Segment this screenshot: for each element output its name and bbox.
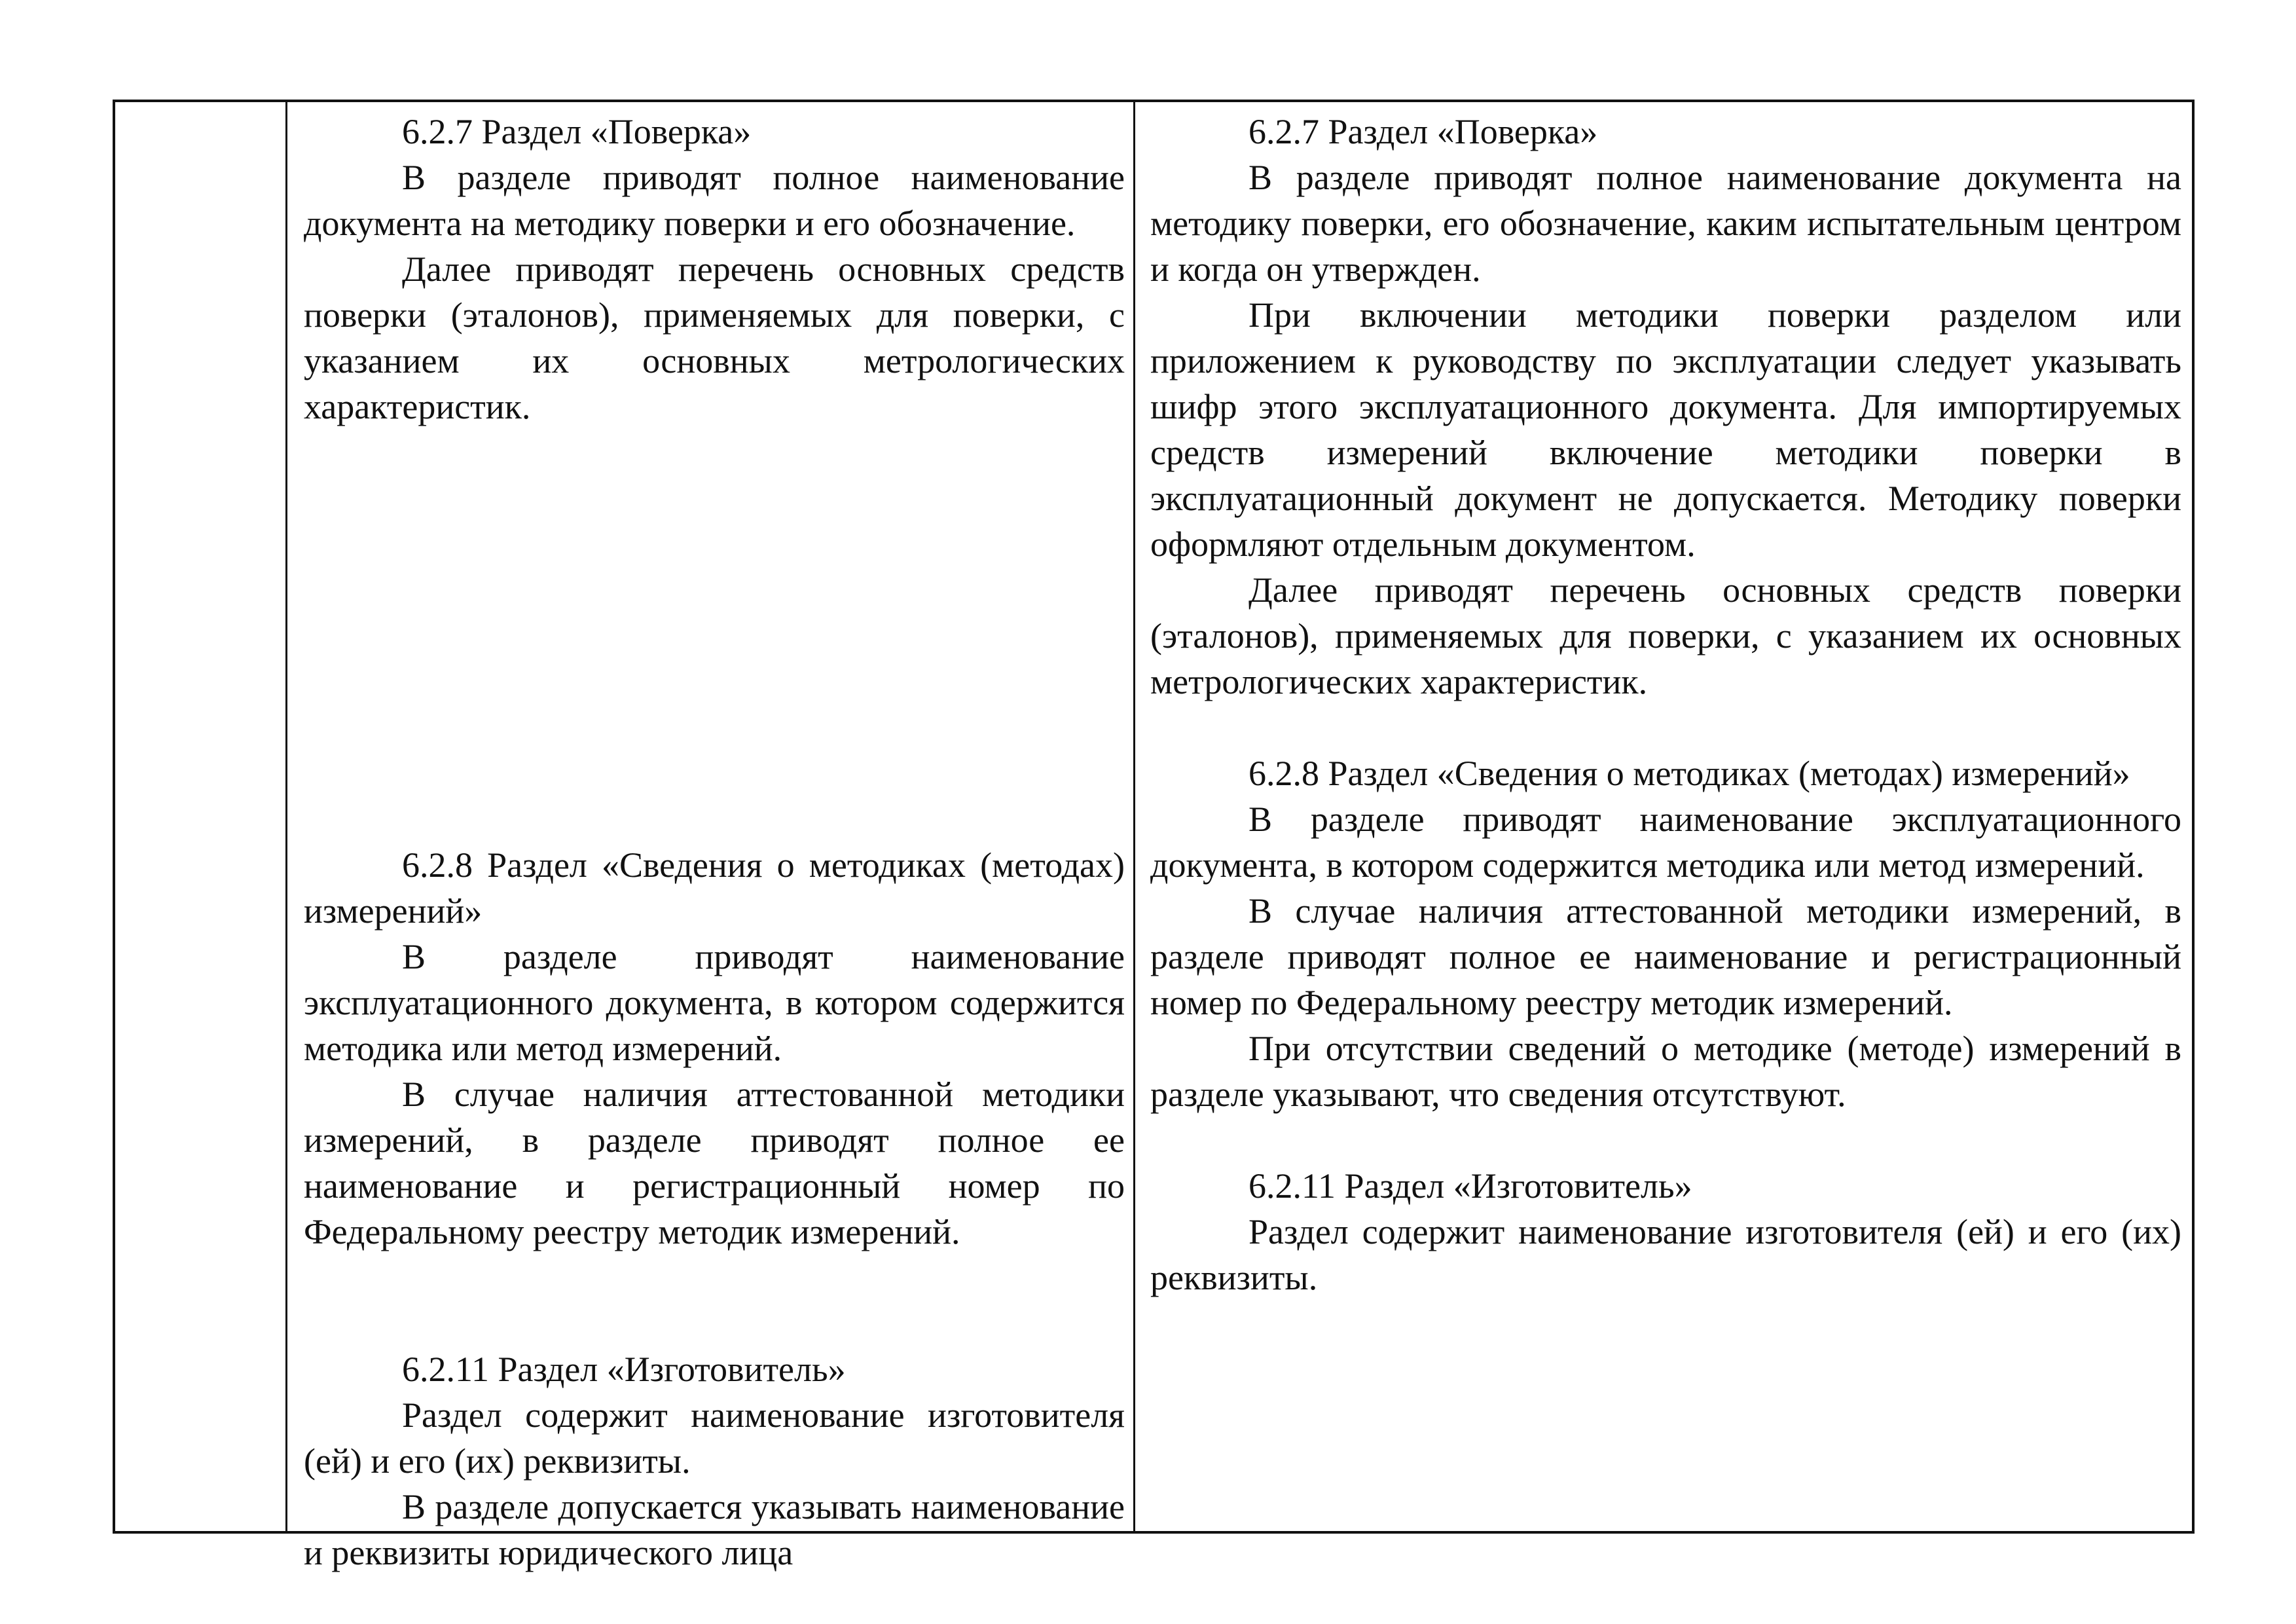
paragraph: В случае наличия аттестованной методики измерений, в разделе приводят полное ее наименование и регистрационный номер по Федеральному реестру методик измерений.	[1150, 891, 2181, 1022]
paragraph: В разделе допускается указывать наименование и реквизиты юридического лица	[304, 1487, 1125, 1572]
section-6-2-11-right	[1150, 1163, 2181, 1301]
section-6-2-8-left	[304, 842, 1125, 1255]
section-heading: 6.2.11 Раздел «Изготовитель»	[402, 1350, 846, 1389]
paragraph: В разделе приводят полное наименование документа на методику поверки и его обозначение.	[304, 158, 1125, 243]
section-heading: 6.2.8 Раздел «Сведения о методиках (методах) измерений»	[304, 845, 1125, 931]
right-column	[1137, 102, 2195, 1531]
paragraph: Раздел содержит наименование изготовителя (ей) и его (их) реквизиты.	[1150, 1212, 2181, 1297]
paragraph: В разделе приводят наименование эксплуатационного документа, в котором содержится методика или метод измерений.	[304, 937, 1125, 1068]
paragraph: В случае наличия аттестованной методики измерений, в разделе приводят полное ее наименование и регистрационный номер по Федеральному реестру методик измерений.	[304, 1075, 1125, 1251]
section-6-2-11-left	[304, 1346, 1125, 1576]
section-heading: 6.2.7 Раздел «Поверка»	[1248, 112, 1598, 151]
section-heading: 6.2.7 Раздел «Поверка»	[402, 112, 752, 151]
column-divider	[285, 102, 287, 1531]
paragraph: Раздел содержит наименование изготовителя (ей) и его (их) реквизиты.	[304, 1395, 1125, 1481]
comparison-table	[113, 100, 2195, 1572]
paragraph: При отсутствии сведений о методике (методе) измерений в разделе указывают, что сведения отсутствуют.	[1150, 1029, 2181, 1114]
paragraph: Далее приводят перечень основных средств поверки (эталонов), применяемых для поверки, с указанием их основных метрологических характеристик.	[1150, 570, 2181, 701]
paragraph: В разделе приводят наименование эксплуатационного документа, в котором содержится методика или метод измерений.	[1150, 800, 2181, 885]
section-heading: 6.2.11 Раздел «Изготовитель»	[1248, 1166, 1692, 1206]
section-6-2-8-right	[1150, 750, 2181, 1117]
paragraph: Далее приводят перечень основных средств поверки (эталонов), применяемых для поверки, с указанием их основных метрологических характеристик.	[304, 249, 1125, 426]
left-column	[291, 102, 1134, 1572]
section-heading: 6.2.8 Раздел «Сведения о методиках (методах) измерений»	[1248, 754, 2130, 793]
paragraph: В разделе приводят полное наименование документа на методику поверки, его обозначение, каким испытательным центром и когда он утвержден.	[1150, 158, 2181, 289]
section-6-2-7-right	[1150, 109, 2181, 705]
row-number-cell	[115, 102, 285, 1531]
paragraph: При включении методики поверки разделом или приложением к руководству по эксплуатации следует указывать шифр этого эксплуатационного документа. Для импортируемых средств измерений включение методики поверки в эксплуатационный документ не допускается. Методику поверки оформляют отдельным документом.	[1150, 295, 2181, 564]
section-6-2-7-left	[304, 109, 1125, 430]
